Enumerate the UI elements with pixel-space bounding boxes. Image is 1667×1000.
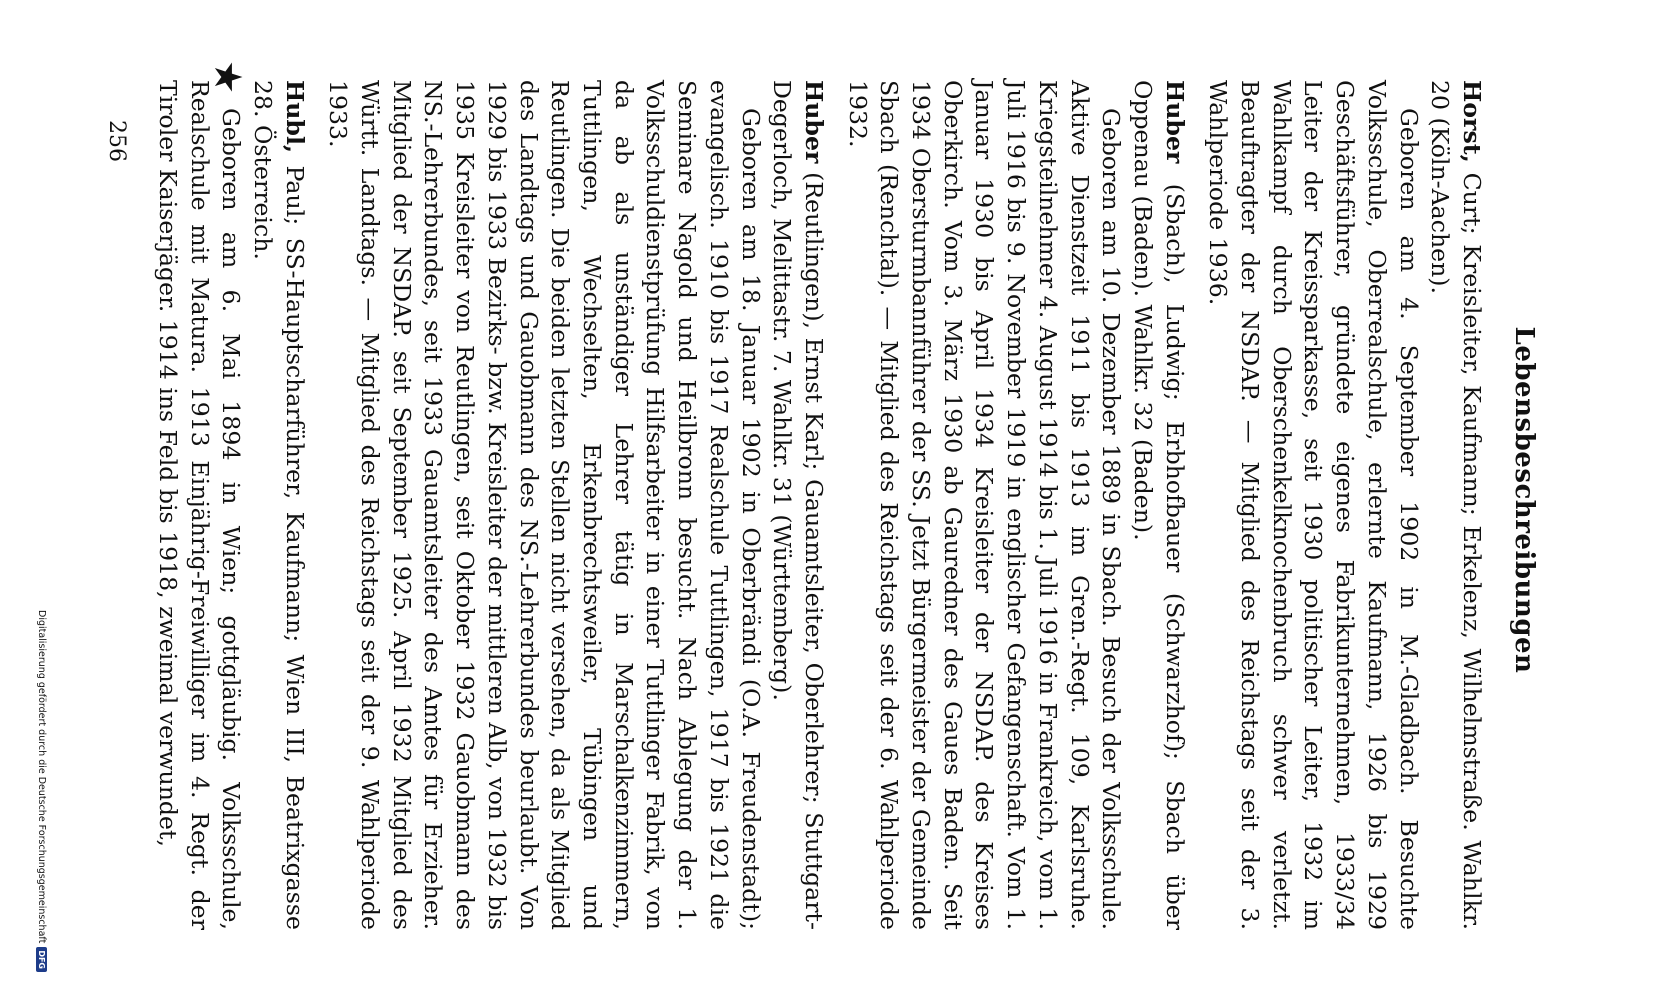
page-header: Lebensbeschreibungen	[1509, 326, 1539, 674]
biography-entry	[151, 80, 310, 930]
biography-entry	[841, 80, 1190, 930]
entry-name: Hubl,	[280, 80, 309, 154]
entry-details: Curt; Kreisleiter, Kaufmann; Erkelenz, Wilhelmstraße. Wahlkr. 20 (Köln-Aachen).	[1426, 80, 1486, 930]
biography-entry	[322, 80, 829, 930]
star-icon: ★	[206, 60, 250, 95]
entry-heading	[1424, 80, 1487, 930]
entry-heading	[246, 80, 309, 930]
biography-entry	[1202, 80, 1487, 930]
entry-body: Geboren am 6. Mai 1894 in Wien; gottgläubig. Volksschule, Realschule mit Matura. 1913 Einjährig-Freiwilliger im 4. Regt. der Tiroler Kaiserjäger. 1914 ins Feld bis 1918, zweimal verwundet,	[153, 80, 246, 930]
entry-details: (Reutlingen), Ernst Karl; Gauamtsleiter, Oberlehrer; Stuttgart-Degerloch, Melittastr. 7. Wahlkr. 31 (Württemberg).	[768, 80, 828, 930]
entry-details: Paul; SS-Hauptscharführer, Kaufmann; Wien III, Beatrixgasse 28. Österreich.	[248, 80, 309, 930]
biography-list	[139, 80, 1487, 930]
entry-heading	[766, 80, 829, 930]
entry-name: Horst,	[1458, 80, 1486, 163]
entry-body: Geboren am 18. Januar 1902 in Oberbrändi (O.A. Freudenstadt); evangelisch. 1910 bis 1917 Realschule Tuttlingen, 1917 bis 1921 die Seminare Nagold und Heilbronn besucht. Nach Ablegung der 1. Volksschuldienstprüfung Hilfsarbeiter in einer Tuttlinger Fabrik, von da ab als unständiger Lehrer tätig in Marschalkenzimmern, Tuttlingen, Wechselten, Erkenbrechtsweiler, Tübingen und Reutlingen. Die beiden letzten Stellen nicht versehen, da als Mitglied des Landtags und Gauobmann des NS.-Lehrerbundes beurlaubt. Von 1929 bis 1933 Bezirks- bzw. Kreisleiter der mittleren Alb, von 1932 bis 1935 Kreisleiter von Reutlingen, seit Oktober 1932 Gauobmann des NS.-Lehrerbundes, seit 1933 Gauamtsleiter des Amtes für Erzieher. Mitglied der NSDAP. seit September 1925. April 1932 Mitglied des Württ. Landtags. — Mitglied des Reichstags seit der 9. Wahlperiode 1933.	[324, 80, 765, 930]
dfg-logo: DFG	[36, 947, 47, 972]
entry-name: Huber	[799, 80, 828, 164]
entry-heading	[1126, 80, 1189, 930]
entry-body: Geboren am 10. Dezember 1889 in Sbach. Besuch der Volksschule. Aktive Dienstzeit 1911 bis 1913 im Gren.-Regt. 109, Karlsruhe. Kriegsteilnehmer 4. August 1914 bis 1. Juli 1916 in Frankreich, vom 1. Juli 1916 bis 9. November 1919 in englischer Gefangenschaft. Vom 1. Januar 1930 bis April 1934 Kreisleiter der NSDAP. des Kreises Oberkirch. Vom 3. März 1930 ab Gauredner des Gaues Baden. Seit 1934 Obersturmbannführer der SS. Jetzt Bürgermeister der Gemeinde Sbach (Renchtal). — Mitglied des Reichstags seit der 6. Wahlperiode 1932.	[843, 80, 1126, 930]
digitization-credit	[36, 610, 47, 972]
entry-name: Huber	[1160, 80, 1189, 164]
entry-details: (Sbach), Ludwig; Erbhofbauer (Schwarzhof); Sbach über Oppenau (Baden). Wahlkr. 32 (Baden).	[1128, 80, 1189, 930]
credit-text: Digitalisierung gefördert durch die Deutsche Forschungsgemeinschaft	[36, 610, 47, 944]
entry-body: Geboren am 4. September 1902 in M.-Gladbach. Besuchte Volksschule, Oberrealschule, erlernte Kaufmann, 1926 bis 1929 Geschäftsführer, gründete eigenes Fabrikunternehmen, 1933/34 Leiter der Kreissparkasse, seit 1930 politischer Leiter, 1932 im Wahlkampf durch Oberschenkelknochenbruch schwer verletzt. Beauftragter der NSDAP. — Mitglied des Reichstags seit der 3. Wahlperiode 1936.	[1204, 80, 1423, 930]
page-number: 256	[104, 120, 129, 162]
